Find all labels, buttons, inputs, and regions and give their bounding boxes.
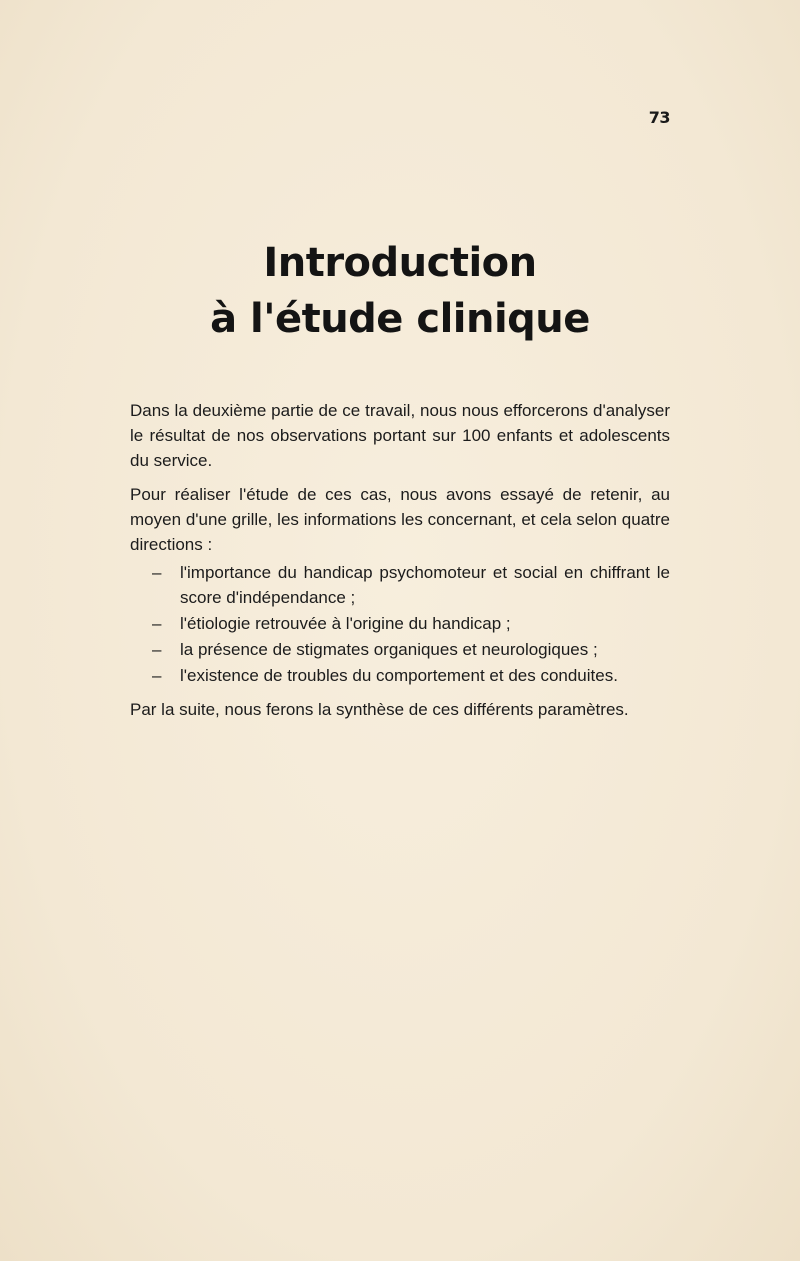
page-title <box>0 235 800 347</box>
list-dash: – <box>152 666 162 685</box>
page-number: 73 <box>648 108 670 127</box>
paragraph-3: Par la suite, nous ferons la synthèse de ces différents paramètres. <box>130 700 629 719</box>
paragraph-2: Pour réaliser l'étude de ces cas, nous avons essayé de retenir, au moyen d'une grille, les informations les concernant, et cela selon quatre directions : <box>130 485 670 554</box>
list-dash: – <box>152 640 162 659</box>
directions-list <box>130 560 670 688</box>
list-dash: – <box>152 563 162 582</box>
list-item-text: l'existence de troubles du comportement et des conduites. <box>180 666 618 685</box>
title-line-2: à l'étude clinique <box>210 296 590 342</box>
title-line-1: Introduction <box>263 240 537 286</box>
body-text <box>130 398 670 731</box>
list-item-text: l'importance du handicap psychomoteur et social en chiffrant le score d'indépendance ; <box>180 563 670 607</box>
list-item <box>130 611 670 636</box>
list-item <box>130 560 670 610</box>
list-item-text: l'étiologie retrouvée à l'origine du handicap ; <box>180 614 511 633</box>
paragraph-1: Dans la deuxième partie de ce travail, nous nous efforcerons d'analyser le résultat de nos observations portant sur 100 enfants et adolescents du service. <box>130 401 670 470</box>
list-item <box>130 663 670 688</box>
list-item-text: la présence de stigmates organiques et neurologiques ; <box>180 640 598 659</box>
list-item <box>130 637 670 662</box>
list-dash: – <box>152 614 162 633</box>
